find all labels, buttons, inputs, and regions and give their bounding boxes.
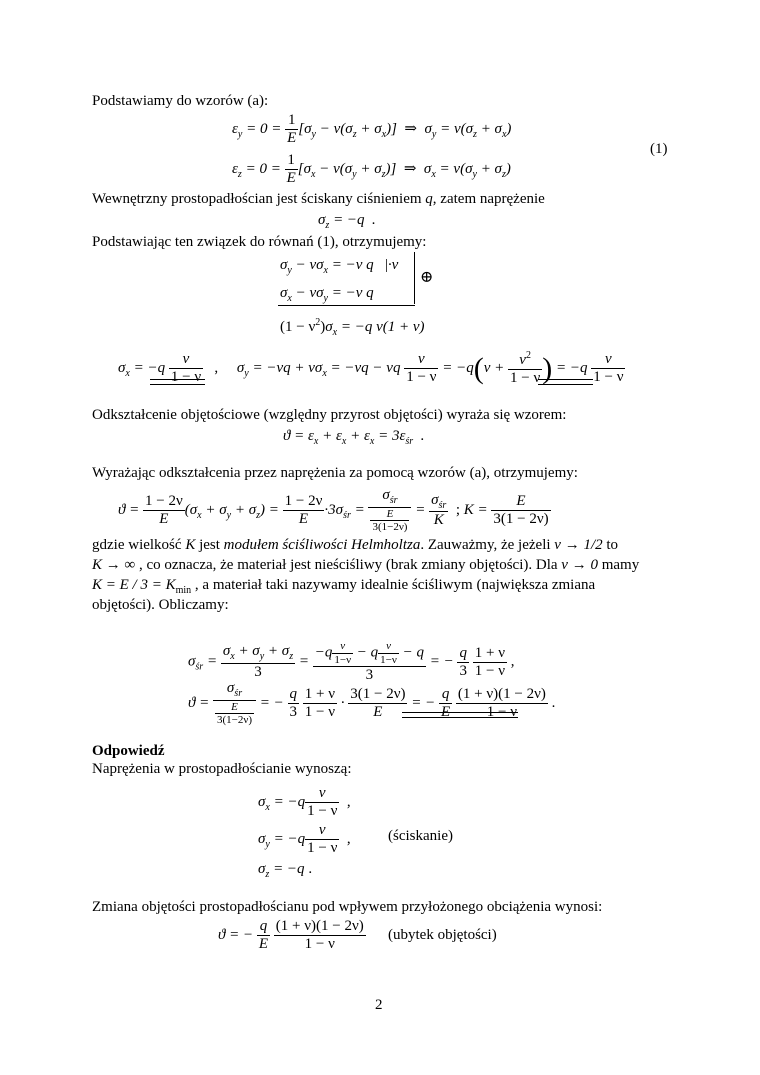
volume-change-text: Zmiana objętości prostopadłościanu pod wpływem przyłożonego obciążenia wynosi: — [92, 899, 603, 915]
equation-label-1: (1) — [650, 141, 668, 157]
underline-sigma-x — [150, 379, 205, 385]
helmholtz-text-line2: K → ∞ , co oznacza, że materiał jest nieściśliwy (brak zmiany objętości). Dla ν → 0 mamy — [92, 557, 640, 573]
volumetric-strain-text: Odkształcenie objętościowe (względny przyrost objętości) wyraża się wzorem: — [92, 407, 567, 423]
volume-loss-note: (ubytek objętości) — [388, 927, 497, 943]
helmholtz-text-line3: $K = E / 3 = K_{min}$ , a materiał taki nazywamy idealnie ściśliwym (największa zmiana — [92, 577, 596, 596]
system-eq-2: $\sigma_x - \nu\sigma_y = -\nu$ q — [280, 285, 374, 304]
answer-sigma-x: $\sigma_x = -q$ $\frac{\nu}{1 - \nu}$ , — [258, 785, 351, 820]
system-sum-line — [278, 305, 415, 306]
answer-sigma-z: $\sigma_z = -q$ . — [258, 861, 313, 880]
pressure-text: Wewnętrzny prostopadłościan jest ściskany ciśnieniem q, zatem naprężenie — [92, 191, 545, 207]
substitution-text: Podstawiając ten związek do równań (1), otrzymujemy: — [92, 234, 427, 250]
system-sum-result: $(1 - \nu^2)\sigma_x = -q$ ν(1 + ν) — [280, 317, 425, 338]
system-brace-line — [414, 252, 415, 304]
equation-eps-z: $\varepsilon_z = 0$ = $\frac{1}{E}$ $[\sigma_x - \nu(\sigma_y + \sigma_z)]$ ⇒ $\sigma_x = \nu(\sigma_y + \sigma_z)$ — [232, 152, 511, 187]
answer-theta: ϑ = − $\frac{q}{E}$ $\frac{(1 + \nu)(1 - 2\nu)}{1 - \nu}$ — [218, 918, 364, 953]
helmholtz-text-line1: gdzie wielkość K jest modułem ściśliwości Helmholtza. Zauważmy, że jeżeli ν → 1/2 to — [92, 537, 619, 553]
result-sigma-x-sigma-y: $\sigma_x = -q$ $\frac{\nu}{1 - \nu}$ , $\sigma_y = -\nu q + \nu\sigma_x = -\nu q - \nu q$ $\frac{\nu}{1 - \nu}$ = −q(ν + $\frac{\nu^2}{1 - \nu}$ ) = −q $\frac{\nu}{1 - \nu}$ — [118, 350, 624, 387]
helmholtz-text-line4: objętości). Obliczamy: — [92, 597, 229, 613]
answer-heading: Odpowiedź — [92, 743, 165, 759]
page-number: 2 — [375, 997, 383, 1013]
compression-note: (ściskanie) — [388, 828, 453, 844]
answer-sigma-y: $\sigma_y = -q$ $\frac{\nu}{1 - \nu}$ , — [258, 822, 351, 857]
equation-theta-final: ϑ = $\frac{\sigma_{śr}}{\frac{E}{3(1-2\nu)}}$ = − $\frac{q}{3}$ $\frac{1 + \nu}{1 - \nu}$ · $\frac{3(1 - 2\nu)}{E}$ = − $\frac{q}{E}$ $\frac{(1 + \nu)(1 - 2\nu)}{1 - \nu}$ . — [188, 680, 556, 727]
system-eq-1: $\sigma_y - \nu\sigma_x = -\nu$ q |·ν — [280, 257, 399, 276]
equation-sigma-sr: $\sigma_{śr}$ = $\frac{\sigma_x + \sigma_y + \sigma_z}{3}$ = −q $\frac{\nu}{1-\nu}$ − q $\frac{\nu}{1-\nu}$ − q 3 = − $\frac{q}{3}$ $\frac{1 + \nu}{1 - \nu}$ , — [188, 640, 515, 684]
equation-theta: $ϑ = \varepsilon_x + \varepsilon_x + \varepsilon_x = 3\varepsilon_{śr}$ . — [283, 428, 425, 447]
underline-sigma-y — [538, 379, 593, 385]
equation-eps-y: $\varepsilon_y = 0$ = $\frac{1}{E}$ $[\sigma_y - \nu(\sigma_z + \sigma_x)]$ ⇒ $\sigma_y = \nu(\sigma_z + \sigma_x)$ — [232, 112, 512, 147]
equation-sigma-z: $\sigma_z = -q$ . — [318, 212, 376, 231]
oplus-icon: ⊕ — [420, 269, 434, 286]
underline-theta — [402, 712, 518, 718]
intro-text: Podstawiamy do wzorów (a): — [92, 93, 269, 109]
equation-theta-k: ϑ = $\frac{1 - 2\nu}{E}$ $(\sigma_x + \sigma_y + \sigma_z)$ = $\frac{1 - 2\nu}{E}$ $\cdot 3\sigma_{śr}$ = $\frac{\sigma_{śr}}{\frac{E}{3(1-2\nu)}}$ = $\frac{\sigma_{śr}}{K}$ ; K = $\frac{E}{3(1 - 2\nu)}$ — [118, 487, 549, 534]
stresses-text: Naprężenia w prostopadłościanie wynoszą: — [92, 761, 352, 777]
stress-expression-text: Wyrażając odkształcenia przez naprężenia za pomocą wzorów (a), otrzymujemy: — [92, 465, 578, 481]
